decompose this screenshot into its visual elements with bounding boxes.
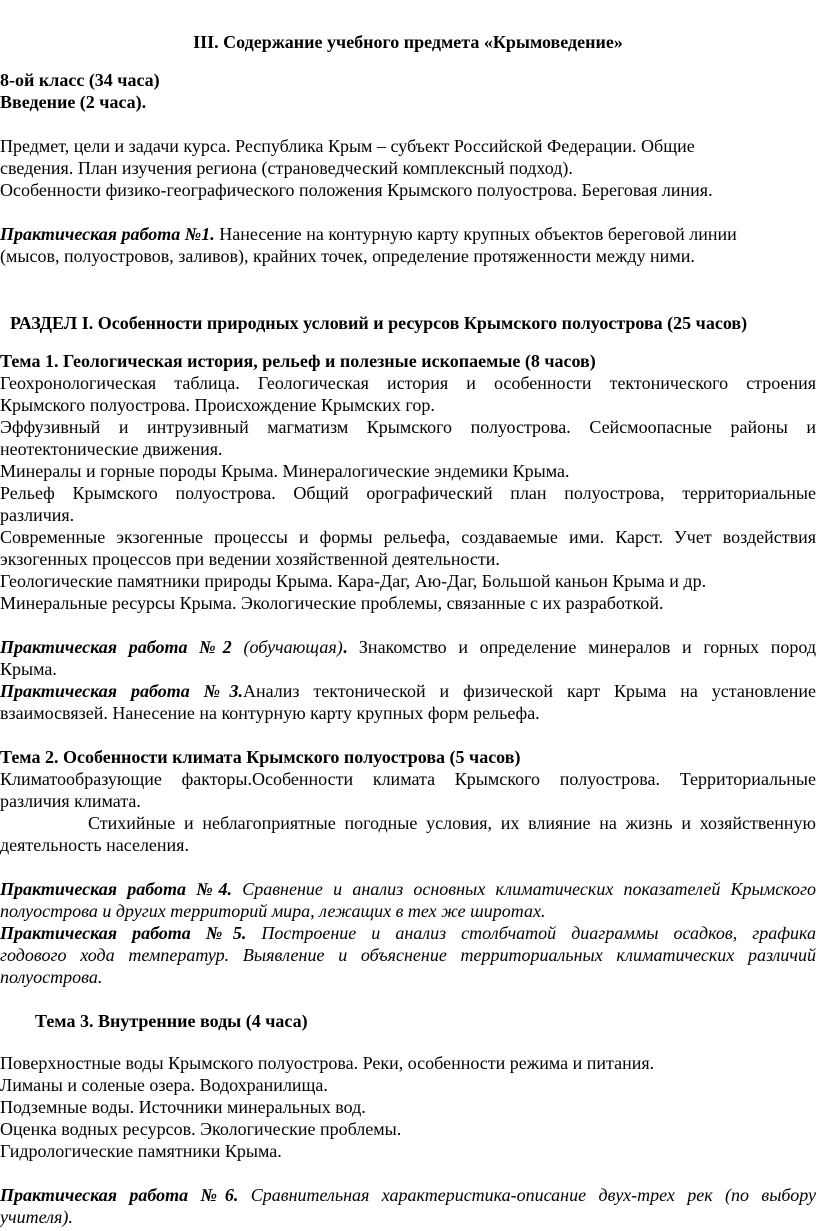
text-line: Нанесение на контурную карту крупных объектов береговой линии bbox=[214, 224, 737, 244]
topic-2-body bbox=[0, 768, 816, 856]
practical-work-6 bbox=[0, 1184, 816, 1228]
text-line: взаимосвязей. Нанесение на контурную карту крупных форм рельефа. bbox=[0, 703, 540, 723]
text-line: Минералы и горные породы Крыма. Минералогические эндемики Крыма. bbox=[0, 461, 570, 481]
text-line: Сравнение и анализ основных климатических показателей Крымского bbox=[231, 879, 816, 899]
practical-work-1 bbox=[0, 223, 816, 267]
practical-label: Практическая работа №3. bbox=[0, 681, 243, 701]
practical-label: Практическая работа №6. bbox=[0, 1185, 239, 1205]
text-line: сведения. План изучения региона (страноведческий комплексный подход). bbox=[0, 158, 573, 178]
topic-3-body bbox=[0, 1052, 816, 1162]
practical-label: Практическая работа №2 bbox=[0, 637, 232, 657]
text-line: полуострова. bbox=[0, 967, 103, 987]
topic-2-heading: Тема 2. Особенности климата Крымского полуострова (5 часов) bbox=[0, 747, 521, 767]
text-line: Подземные воды. Источники минеральных вод. bbox=[0, 1097, 366, 1117]
section-heading: РАЗДЕЛ I. Особенности природных условий и ресурсов Крымского полуострова (25 часов) bbox=[10, 313, 748, 333]
text-line: Эффузивный и интрузивный магматизм Крымского полуострова. Сейсмоопасные районы и bbox=[0, 417, 816, 437]
text-line: неотектонические движения. bbox=[0, 439, 223, 459]
text-line: Предмет, цели и задачи курса. Республика Крым – субъект Российской Федерации. Общие bbox=[0, 136, 695, 156]
text-line: Климатообразующие факторы.Особенности климата Крымского полуострова. Территориальные bbox=[0, 769, 816, 789]
text-line: Крыма. bbox=[0, 659, 57, 679]
practical-dot: . bbox=[342, 637, 348, 657]
text-line: полуострова и других территорий мира, лежащих в тех же широтах. bbox=[0, 901, 546, 921]
topic-1-body bbox=[0, 372, 816, 614]
practical-label: Практическая работа №5. bbox=[0, 923, 247, 943]
intro-heading: Введение (2 часа). bbox=[0, 92, 147, 112]
topic-3-heading: Тема 3. Внутренние воды (4 часа) bbox=[35, 1011, 308, 1031]
practical-work-5 bbox=[0, 922, 816, 988]
text-line: Анализ тектонической и физической карт Крыма на установление bbox=[243, 681, 816, 701]
practical-label: Практическая работа №1. bbox=[0, 224, 215, 244]
text-line: Оценка водных ресурсов. Экологические проблемы. bbox=[0, 1119, 402, 1139]
practical-note: (обучающая) bbox=[231, 637, 343, 657]
text-line: годового хода температур. Выявление и объяснение территориальных климатических различий bbox=[0, 945, 816, 965]
text-line: Рельеф Крымского полуострова. Общий орографический план полуострова, территориальные bbox=[0, 483, 816, 503]
text-line: Сравнительная характеристика-описание двух-трех рек (по выбору bbox=[238, 1185, 816, 1205]
text-line: Поверхностные воды Крымского полуострова. Реки, особенности режима и питания. bbox=[0, 1053, 655, 1073]
page-title: III. Содержание учебного предмета «Крымоведение» bbox=[193, 32, 623, 52]
text-line: Современные экзогенные процессы и формы рельефа, создаваемые ими. Карст. Учет воздействия bbox=[0, 527, 816, 547]
text-line: Знакомство и определение минералов и горных пород bbox=[347, 637, 816, 657]
practical-label: Практическая работа №4. bbox=[0, 879, 232, 899]
text-line: Геохронологическая таблица. Геологическая история и особенности тектонического строения bbox=[0, 373, 816, 393]
text-line: (мысов, полуостровов, заливов), крайних точек, определение протяженности между ними. bbox=[0, 246, 695, 266]
intro-paragraph bbox=[0, 135, 816, 201]
text-line: Геологические памятники природы Крыма. Кара-Даг, Аю-Даг, Большой каньон Крыма и др. bbox=[0, 571, 707, 591]
text-line: Минеральные ресурсы Крыма. Экологические проблемы, связанные с их разработкой. bbox=[0, 593, 664, 613]
topic-1-heading: Тема 1. Геологическая история, рельеф и полезные ископаемые (8 часов) bbox=[0, 351, 596, 371]
text-line: Стихийные и неблагоприятные погодные условия, их влияние на жизнь и хозяйственную bbox=[88, 813, 816, 833]
text-line: деятельность населения. bbox=[0, 835, 189, 855]
text-line: экзогенных процессов при ведении хозяйственной деятельности. bbox=[0, 549, 500, 569]
text-line: Построение и анализ столбчатой диаграммы осадков, графика bbox=[246, 923, 816, 943]
practical-work-4 bbox=[0, 878, 816, 922]
text-line: различия. bbox=[0, 505, 75, 525]
text-line: Особенности физико-географического положения Крымского полуострова. Береговая линия. bbox=[0, 180, 713, 200]
grade-heading: 8-ой класс (34 часа) bbox=[0, 70, 160, 90]
text-line: Лиманы и соленые озера. Водохранилища. bbox=[0, 1075, 328, 1095]
practical-work-3 bbox=[0, 680, 816, 724]
text-line: Гидрологические памятники Крыма. bbox=[0, 1141, 282, 1161]
text-line: различия климата. bbox=[0, 791, 141, 811]
text-line: Крымского полуострова. Происхождение Крымских гор. bbox=[0, 395, 435, 415]
text-line: учителя). bbox=[0, 1207, 73, 1227]
practical-work-2 bbox=[0, 636, 816, 680]
